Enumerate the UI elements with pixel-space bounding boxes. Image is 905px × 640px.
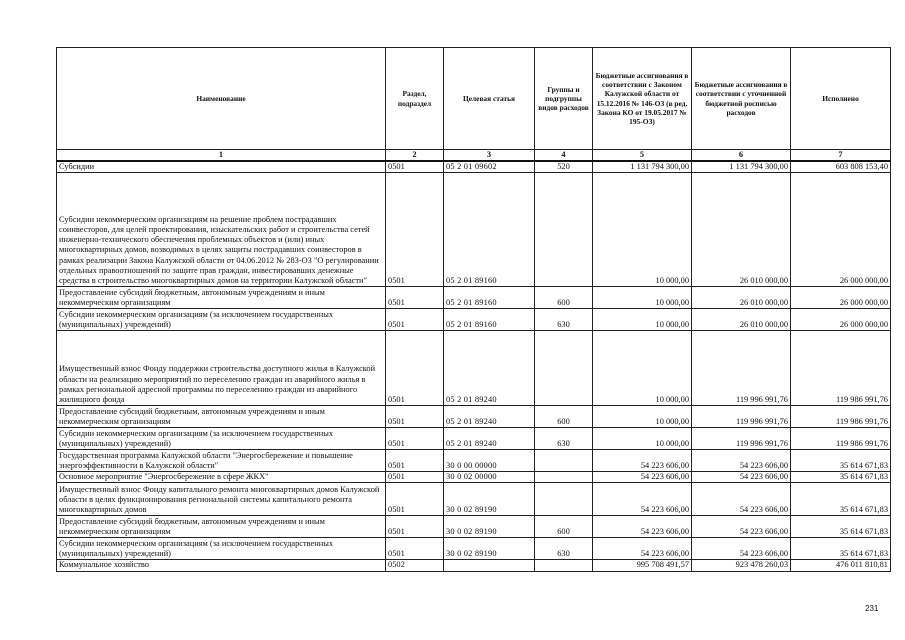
row-law-allocation: 54 223 606,00 — [593, 472, 692, 483]
table-row — [57, 331, 891, 406]
row-name: Имущественный взнос Фонду капитального ремонта многоквартирных домов Калужской области в целях функционирования региональной системы капитального ремонта многоквартирных домов — [57, 483, 386, 516]
header-executed: Исполнено — [791, 48, 891, 150]
row-name: Предоставление субсидий бюджетным, автономным учреждениям и иным некоммерческим организациям — [57, 406, 386, 428]
row-target — [444, 560, 535, 571]
row-name: Предоставление субсидий бюджетным, автономным учреждениям и иным некоммерческим организациям — [57, 516, 386, 538]
budget-table — [56, 47, 891, 572]
table-row — [57, 538, 891, 560]
row-section: 0501 — [386, 472, 444, 483]
row-executed: 119 986 991,76 — [791, 406, 891, 428]
column-number: 2 — [386, 150, 444, 162]
row-name: Субсидии некоммерческим организациям (за исключением государственных (муниципальных) учреждений) — [57, 428, 386, 450]
row-section: 0501 — [386, 161, 444, 173]
row-target: 05 2 01 89160 — [444, 173, 535, 287]
row-executed: 26 000 000,00 — [791, 287, 891, 309]
row-target: 30 0 02 89190 — [444, 483, 535, 516]
row-group — [535, 472, 593, 483]
table-row — [57, 472, 891, 483]
column-number: 6 — [692, 150, 791, 162]
row-target: 05 2 01 89240 — [444, 428, 535, 450]
row-roll-allocation: 923 478 260,03 — [692, 560, 791, 571]
table-row — [57, 161, 891, 173]
table-row — [57, 287, 891, 309]
row-name: Предоставление субсидий бюджетным, автономным учреждениям и иным некоммерческим организациям — [57, 287, 386, 309]
header-name: Наименование — [57, 48, 386, 150]
table-row — [57, 516, 891, 538]
row-law-allocation: 10 000,00 — [593, 406, 692, 428]
row-law-allocation: 10 000,00 — [593, 173, 692, 287]
row-roll-allocation: 119 996 991,76 — [692, 331, 791, 406]
row-group: 630 — [535, 428, 593, 450]
table-row — [57, 406, 891, 428]
table-row — [57, 428, 891, 450]
row-roll-allocation: 54 223 606,00 — [692, 472, 791, 483]
row-roll-allocation: 54 223 606,00 — [692, 450, 791, 472]
table-row — [57, 173, 891, 287]
row-group — [535, 450, 593, 472]
column-number: 7 — [791, 150, 891, 162]
row-group: 600 — [535, 516, 593, 538]
row-executed: 119 986 991,76 — [791, 428, 891, 450]
row-roll-allocation: 54 223 606,00 — [692, 516, 791, 538]
row-roll-allocation: 26 010 000,00 — [692, 309, 791, 331]
row-law-allocation: 54 223 606,00 — [593, 538, 692, 560]
row-executed: 603 808 153,40 — [791, 161, 891, 173]
table-row — [57, 560, 891, 571]
row-law-allocation: 10 000,00 — [593, 428, 692, 450]
row-roll-allocation: 1 131 794 300,00 — [692, 161, 791, 173]
row-group — [535, 483, 593, 516]
row-section: 0501 — [386, 516, 444, 538]
row-roll-allocation: 54 223 606,00 — [692, 483, 791, 516]
row-section: 0502 — [386, 560, 444, 571]
column-number: 3 — [444, 150, 535, 162]
row-section: 0501 — [386, 450, 444, 472]
row-law-allocation: 1 131 794 300,00 — [593, 161, 692, 173]
row-target: 30 0 00 00000 — [444, 450, 535, 472]
row-executed: 26 000 000,00 — [791, 309, 891, 331]
row-section: 0501 — [386, 309, 444, 331]
row-name: Субсидии некоммерческим организациям на решение проблем пострадавших соинвесторов, для целей проектирования, изыскательских работ и строительства сетей инженерно-технического обеспечения проблемных объектов и (или) иных многоквартирных домов, возводимых в целях защиты пострадавших соинвесторов в рамках реализации Закона Калужской области от 04.06.2012 № 283-ОЗ "О регулировании отдельных правоотношений по защите прав граждан, инвестировавших денежные средства в строительство многоквартирных домов на территории Калужской области" — [57, 173, 386, 287]
header-law-allocations: Бюджетные ассигнования в соответствии с Законом Калужской области от 15.12.2016 № 146-ОЗ (в ред. Закона КО от 19.05.2017 № 195-ОЗ) — [593, 48, 692, 150]
column-number: 5 — [593, 150, 692, 162]
row-executed: 35 614 671,83 — [791, 483, 891, 516]
row-section: 0501 — [386, 428, 444, 450]
row-group: 600 — [535, 406, 593, 428]
row-name: Государственная программа Калужской области "Энергосбережение и повышение энергоэффективности в Калужской области" — [57, 450, 386, 472]
row-law-allocation: 995 708 491,57 — [593, 560, 692, 571]
row-group — [535, 331, 593, 406]
row-target: 05 2 01 89160 — [444, 309, 535, 331]
row-section: 0501 — [386, 538, 444, 560]
row-name: Имущественный взнос Фонду поддержки строительства доступного жилья в Калужской области на реализацию мероприятий по переселению граждан из аварийного жилья в рамках региональной адресной программы по переселению граждан из аварийного жилищного фонда — [57, 331, 386, 406]
row-name: Субсидии некоммерческим организациям (за исключением государственных (муниципальных) учреждений) — [57, 538, 386, 560]
row-executed: 35 614 671,83 — [791, 538, 891, 560]
header-row — [57, 48, 891, 150]
row-executed: 35 614 671,83 — [791, 472, 891, 483]
row-group — [535, 560, 593, 571]
row-group — [535, 173, 593, 287]
row-section: 0501 — [386, 483, 444, 516]
column-number: 1 — [57, 150, 386, 162]
row-executed: 26 000 000,00 — [791, 173, 891, 287]
row-executed: 119 986 991,76 — [791, 331, 891, 406]
row-group: 520 — [535, 161, 593, 173]
row-name: Субсидии некоммерческим организациям (за исключением государственных (муниципальных) учреждений) — [57, 309, 386, 331]
row-roll-allocation: 119 996 991,76 — [692, 428, 791, 450]
row-law-allocation: 54 223 606,00 — [593, 516, 692, 538]
row-name: Коммунальное хозяйство — [57, 560, 386, 571]
table-row — [57, 483, 891, 516]
row-section: 0501 — [386, 173, 444, 287]
row-roll-allocation: 119 996 991,76 — [692, 406, 791, 428]
column-number-row — [57, 150, 891, 162]
row-law-allocation: 10 000,00 — [593, 287, 692, 309]
row-section: 0501 — [386, 406, 444, 428]
header-section: Раздел, подраздел — [386, 48, 444, 150]
row-target: 05 2 01 09602 — [444, 161, 535, 173]
table-row — [57, 309, 891, 331]
row-group: 600 — [535, 287, 593, 309]
row-target: 30 0 02 00000 — [444, 472, 535, 483]
row-law-allocation: 54 223 606,00 — [593, 483, 692, 516]
column-number: 4 — [535, 150, 593, 162]
row-law-allocation: 54 223 606,00 — [593, 450, 692, 472]
row-target: 05 2 01 89160 — [444, 287, 535, 309]
row-group: 630 — [535, 538, 593, 560]
row-section: 0501 — [386, 331, 444, 406]
header-target: Целевая статья — [444, 48, 535, 150]
row-roll-allocation: 26 010 000,00 — [692, 287, 791, 309]
row-law-allocation: 10 000,00 — [593, 331, 692, 406]
row-executed: 476 011 810,81 — [791, 560, 891, 571]
row-roll-allocation: 26 010 000,00 — [692, 173, 791, 287]
row-group: 630 — [535, 309, 593, 331]
table-row — [57, 450, 891, 472]
row-section: 0501 — [386, 287, 444, 309]
header-roll-allocations: Бюджетные ассигнования в соответствии с уточненной бюджетной росписью расходов — [692, 48, 791, 150]
row-law-allocation: 10 000,00 — [593, 309, 692, 331]
row-target: 05 2 01 89240 — [444, 406, 535, 428]
row-target: 30 0 02 89190 — [444, 516, 535, 538]
row-roll-allocation: 54 223 606,00 — [692, 538, 791, 560]
row-name: Основное мероприятие "Энергосбережение в сфере ЖКХ" — [57, 472, 386, 483]
row-name: Субсидии — [57, 161, 386, 173]
page-number: 231 — [865, 604, 879, 613]
row-executed: 35 614 671,83 — [791, 450, 891, 472]
header-group: Группы и подгруппы видов расходов — [535, 48, 593, 150]
row-target: 30 0 02 89190 — [444, 538, 535, 560]
row-target: 05 2 01 89240 — [444, 331, 535, 406]
row-executed: 35 614 671,83 — [791, 516, 891, 538]
